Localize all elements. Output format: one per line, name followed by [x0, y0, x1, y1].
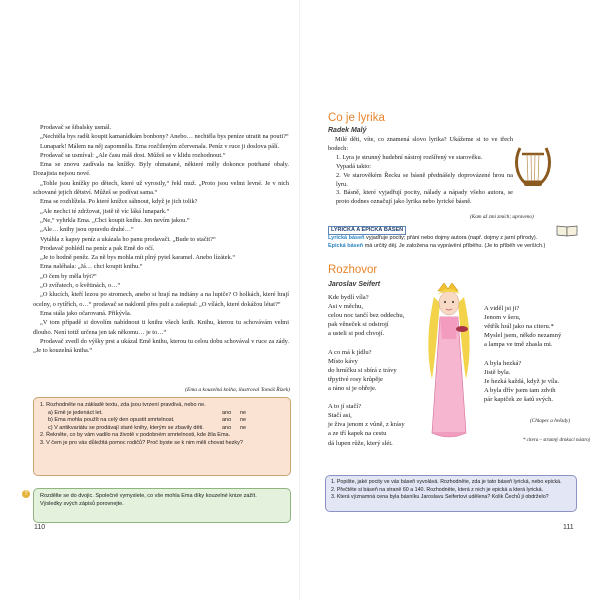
poem-line-right: Jistě byla.	[484, 368, 511, 376]
epic-term: Epická báseň	[328, 242, 364, 249]
story-paragraph: Ema naléhala: „Já… chci koupit knihu.“	[40, 263, 143, 271]
answer-no-1c: ne	[240, 424, 247, 431]
poem-line-left: dá lupen růže, který slét.	[328, 439, 393, 447]
poem-line-left	[328, 393, 405, 402]
lyric-point-1b: Vypadá takto:	[336, 162, 372, 170]
poem-line-left: Stačí asi,	[328, 412, 352, 420]
poem-question-1: 1. Popište, jaké pocity ve vás báseň vyvolává. Rozhodněte, zda je tato báseň lyrická, nebo epická.	[331, 479, 562, 485]
page-number-left: 110	[34, 524, 46, 531]
poem-line-right: pár kapiček ze šatů svých.	[484, 395, 554, 403]
lyric-epic-definition	[328, 226, 558, 250]
story-paragraph: „Ne,“ vyhrkla Ema. „Chci koupit knihu. Jen nevím jakou.“	[40, 216, 190, 224]
poem-line-right: Jenom v šeru,	[484, 314, 521, 322]
pair-task-2: Výsledky svých zápisů porovnejte.	[40, 500, 124, 507]
poem-line-left: třpytivé rosy krůpěje	[328, 375, 383, 383]
epic-definition: má určitý děj. Je založena na vyprávění příběhu. (Je to příběh ve verších.)	[363, 242, 546, 249]
story-paragraph: Ema stála jako očarovaná. Přikývla.	[40, 309, 132, 317]
poem-question-2: 2. Přečtěte si báseň na straně 60 a 140. Rozhodněte, která z nich je epická a která lyrická.	[331, 486, 543, 493]
lyric-definition: vyjadřuje pocity; přání nebo dojmy autora (např. dojmy z jarní přírody).	[364, 235, 538, 242]
story-paragraph: Ema se znovu zadívala na knížky. Byly ohmatané, některé měly dokonce potrhané obaly. Dozajista nejsou nové.	[33, 161, 289, 178]
poem-line-right: a lampa ve tmě zhasla mi.	[484, 341, 553, 349]
poem-line-left: je živa jenom z vůně, z krásy	[328, 421, 405, 429]
question-1a: a) Emě je jedenáct let.	[48, 409, 103, 416]
question-2: 2. Řekněte, co by vám vadilo na životě v podobném smrtelnosti, kde žila Ema.	[40, 432, 231, 439]
lyric-points	[328, 154, 513, 207]
questions-box-2	[33, 488, 291, 523]
poem-line-right: A viděl jsi ji?	[484, 305, 520, 312]
story-paragraph: „O klucích, kteří lezou po stromech, anebo si hrají na indiány a na lupiče? O holkách, které hrají ocelny, o rytířích, o…“ prodavač se naklonil přes pult a zašeptal: „O vílách, které dokážou létat?“	[33, 291, 289, 308]
fairy-illustration	[418, 283, 480, 443]
answer-yes-1b: ano	[222, 417, 232, 424]
answer-yes-1a: ano	[222, 409, 232, 416]
page-number-right: 111	[563, 524, 574, 531]
story-paragraph: Prodavač se šibalsky usmál.	[40, 124, 112, 131]
story-paragraph: „Ale nechci té zdržovat, jistě tě víc láká lunapark.“	[40, 207, 170, 215]
question-1b-row	[40, 417, 285, 425]
story-paragraph: Ema se rozhlížela. Po které knížce sáhnout, když je jich tolik?	[40, 198, 198, 206]
lyric-term: Lyrická báseň	[328, 235, 365, 242]
poem-line-left: a usteli si pod chvojí.	[328, 330, 385, 338]
questions-box-3	[325, 475, 577, 512]
story-paragraph: „O zvířatech, o květinách, o…“	[40, 282, 121, 290]
question-1c-row	[40, 425, 285, 433]
poem-line-right	[484, 349, 561, 358]
story-paragraph: „Je to hodně peněz. Za ně bys mohla mít plný pytel karamel. Anebo lízátek.“	[40, 254, 236, 262]
poem-line-left: a ráno si je ohřeje.	[328, 384, 377, 392]
answer-no-1a: ne	[240, 409, 247, 416]
story-paragraph: „O čem by měla být?“	[40, 272, 97, 280]
story-paragraph: „Tohle jsou knížky po dětech, které už vyrostly,“ řekl muž. „Proto jsou velmi levné. Je v nich schované jejich dětství. Můžeš se podívat sama.“	[33, 179, 289, 197]
question-3: 3. V čem je pro vás důležitá pomoc rodičů? Proč byste se k nim měli chovat hezky?	[40, 439, 243, 446]
poem-left-column	[328, 293, 405, 448]
lyric-point-1: 1. Lyra je strunný hudební nástroj rozšířený ve starověku.	[336, 153, 483, 161]
lyric-point-3: 3. Básně, které vyjadřují pocity, nálady a nápady všeho autora, se proto dodnes označují jako lyrika nebo lyrické básně.	[336, 189, 513, 206]
poem-question-3: 3. Která významná cena byla básníku Jaroslavu Seifertovi udělena? Kolik Čechů ji obdrželo?	[331, 494, 549, 501]
story-paragraph: „Ale… knihy jsou opravdu drahé…“	[40, 226, 134, 234]
poem-line-right: A byla dřív jsem tam zdvih	[484, 386, 556, 394]
answer-no-1b: ne	[240, 417, 247, 424]
story-source: (Ema a kouzelná kniha, ilustroval Tomáš Řízek)	[185, 387, 290, 393]
poem-line-left: celou noc tančí bez oddechu,	[328, 312, 405, 320]
poem-line-right: Myslel jsem, někdo nezamný	[484, 332, 562, 340]
question-1b: b) Ema mohla použít na celý den opustit smrtelnost.	[48, 417, 175, 424]
lyric-title: Co je lyrika	[328, 112, 385, 124]
story-paragraph: „Nechtěla bys radši koupit kamarádkám bonbony? Anebo… nechtěla bys peníze utratit na pouti?“	[40, 133, 289, 141]
poem-line-left: Kde bydlí víla?	[328, 294, 369, 301]
question-1a-row	[40, 410, 285, 418]
poem-line-right: A byla hezká?	[484, 359, 522, 367]
poem-line-left: do hrníčku si sbírá z trávy	[328, 366, 397, 374]
poem-line-right: větřík hrál jako na citeru.*	[484, 323, 554, 331]
story-paragraph: Prodavač zvedl do výšky prst a ukázal Emě knihu, kterou tu celou dobu schovával v ruce za zády. „Je to kouzelná kniha.“	[33, 337, 289, 355]
question-icon: ?	[22, 490, 30, 498]
story-paragraph: Prodavač pohlédl na peníz a pak Emě do očí.	[40, 244, 155, 252]
dialog-author: Jaroslav Seifert	[328, 281, 381, 288]
story-paragraph: „V tom případě si dovolím nabídnout ti knihu všech knih. Knihu, kterou tu schovávám velmi dlouho. Není totiž určena jen tak někomu… je to…“	[33, 319, 289, 336]
lyric-text	[328, 136, 513, 207]
poem-line-left: A to jí stačí?	[328, 403, 362, 411]
poem-line-left: a ze tří kapek na cestu	[328, 430, 387, 438]
lyric-intro: Milé děti, víte, co znamená slovo lyrika? Ukážeme si to ve třech bodech:	[328, 136, 513, 152]
poem-line-left: pak věneček si odstrojí	[328, 321, 389, 329]
question-1: 1. Rozhodněte na základě textu, zda jsou tvrzení pravdivá, nebo ne.	[40, 402, 206, 408]
dialog-title: Rozhovor	[328, 264, 378, 276]
questions-box-1	[33, 397, 291, 476]
lyric-epic-label: LYRICKÁ A EPICKÁ BÁSEŇ	[328, 226, 406, 235]
poem-cite: (Chlapec a hvězdy)	[530, 418, 571, 424]
story-paragraph: Vytáhla z kapsy peníz a ukázala ho panu prodavači. „Bude to stačit?“	[40, 235, 216, 243]
pair-task-1: Rozdělte se do dvojic. Společně vymyslete, co vše mohla Ema díky kouzelné knize zažít.	[40, 493, 257, 499]
lyric-point-2: 2. Ve starověkém Řecku se básně přednášely doprovázené hrou na lyru.	[336, 171, 513, 188]
poem-line-left	[328, 338, 405, 347]
story-paragraph: Lunapark! Málem na něj zapomněla. Ema rozčileným zčervenala. Peníz v ruce ji doslova pálí.	[40, 142, 280, 150]
story-paragraph: Prodavač se usmíval: „Ale času máš dost. Můžeš se v klidu rozhodnout.“	[40, 151, 226, 159]
lyre-icon	[512, 144, 554, 194]
story-text	[33, 123, 289, 355]
poem-line-left: A co má k jídlu?	[328, 348, 372, 356]
lyric-author: Radek Malý	[328, 127, 367, 134]
lyric-cite: (Kam až zmi zmích; upraveno)	[470, 214, 534, 220]
open-book-icon	[556, 225, 578, 237]
poem-line-left: Asi v měchu,	[328, 303, 363, 311]
poem-right-column	[484, 304, 561, 404]
poem-footnote: * citera – strunný drnkací nástroj	[522, 438, 590, 443]
poem-line-right: Je hezká každá, když je víla.	[484, 377, 560, 385]
answer-yes-1c: ano	[222, 424, 232, 431]
question-1c: c) V antikvariátu se prodávají staré knihy, kterým se zbavily děti.	[48, 424, 204, 431]
poem-line-left: Místo kávy	[328, 357, 358, 365]
